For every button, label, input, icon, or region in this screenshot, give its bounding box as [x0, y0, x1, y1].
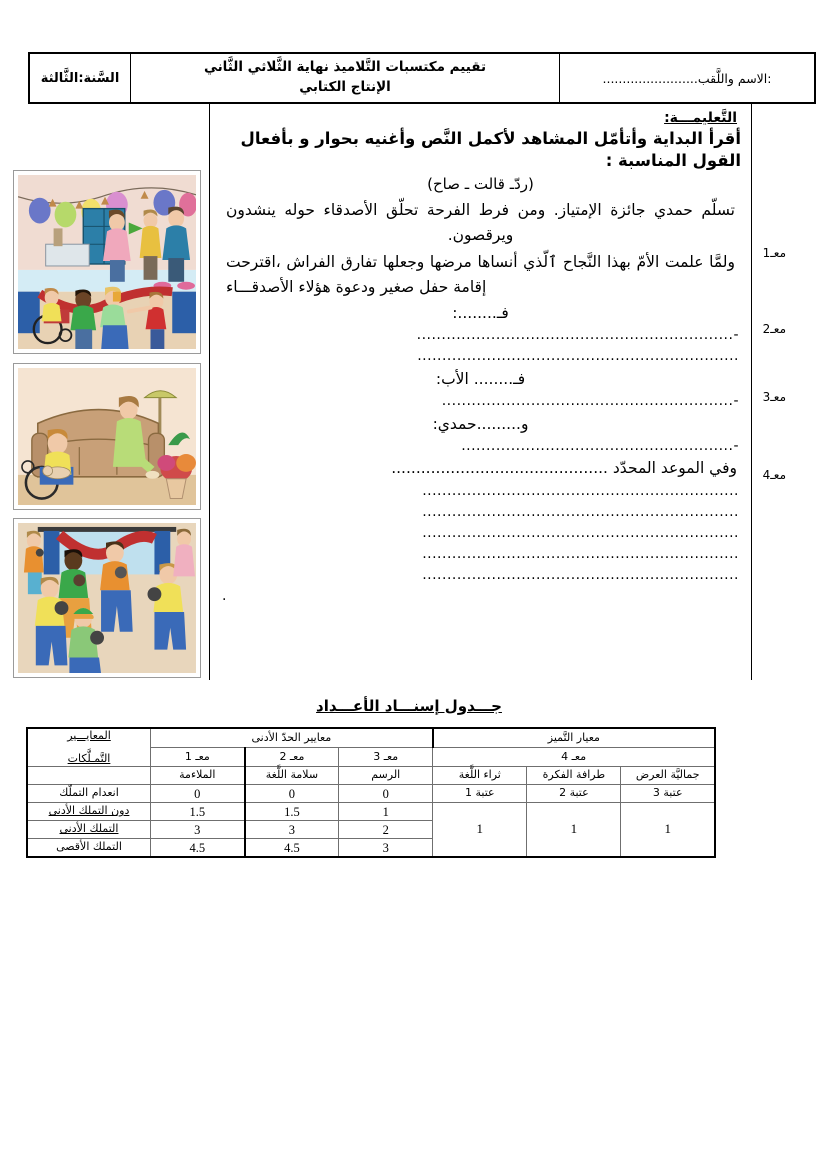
instruction-text: أقرأ البداية وأتأمّل المشاهد لأكمل النَّص وأغنيه بحوار و بأفعال القول المناسبة :: [240, 129, 741, 171]
subcriteria-idea: طرافة الفكرة: [527, 767, 621, 785]
criteria-mark-4: معـ4: [762, 468, 786, 482]
student-name-field[interactable]: :الاسم واللَّقب........................: [560, 53, 816, 103]
score-language-row1: 0: [245, 785, 339, 803]
score-language-row2: 1.5: [245, 803, 339, 821]
grading-header-row-groups: [27, 728, 715, 748]
school-year-cell: السَّنة:الثَّالثة: [29, 53, 131, 103]
criteria-margin-column: [752, 104, 791, 680]
party-scene-graphic: [18, 175, 196, 349]
answer-line-4[interactable]: -.......................................................: [461, 438, 739, 455]
subcriteria-richness: ثراء اللَّغة: [433, 767, 527, 785]
speech-verbs-hint: (ردّـ قالت ـ صاح): [427, 174, 534, 193]
answer-line-1[interactable]: -................................................................: [416, 327, 739, 344]
answer-line-3[interactable]: -.............................…...........................: [441, 393, 739, 410]
livingroom-scene-graphic: [18, 368, 196, 505]
answer-line-10[interactable]: .: [222, 587, 227, 604]
dialogue-hamdi-prompt[interactable]: و.........حمدي:: [432, 415, 529, 434]
answer-line-6[interactable]: ................................................................: [422, 503, 739, 520]
excellence-score-1: 1: [433, 803, 527, 858]
worksheet-body-table: [4, 104, 790, 680]
answer-line-5[interactable]: ................................................................: [422, 482, 739, 499]
criteria-code-2: معـ 2: [245, 748, 339, 767]
exam-title-cell: [131, 53, 560, 103]
grading-row-below-minimum: [27, 803, 715, 821]
subcriteria-presentation: جماليَّة العرض: [621, 767, 715, 785]
subcriteria-relevance: الملاءمة: [151, 767, 245, 785]
criteria-mark-3: معـ3: [762, 390, 786, 404]
answer-line-9[interactable]: ................................................................: [422, 566, 739, 583]
mastery-label-maximum: التملك الأقصى: [27, 839, 151, 858]
story-connector-1[interactable]: فـ........:: [452, 303, 509, 322]
story-closing-line[interactable]: وفي الموعد المحدّد ............................................: [391, 459, 737, 478]
criteria-mark-1: معـ1: [762, 246, 786, 260]
subcriteria-language: سلامة اللَّغة: [245, 767, 339, 785]
answer-line-7[interactable]: ................................................................: [422, 524, 739, 541]
exam-title-line1: تقييم مكتسبات التَّلاميذ نهاية الثَّلاثي الثَّاني: [203, 59, 487, 76]
score-drawing-row4: 3: [339, 839, 433, 858]
story-paragraph-2: ولمَّا علمت الأمّ بهذا النَّجاح ٱلّذي أنساها مرضها وجعلها تفارق الفراش ،اقترحت إقامة حفل صغير ودعوة هؤلاء الأصدقـــاء: [226, 252, 735, 296]
writing-task-column: [210, 104, 752, 680]
threshold-1: عتبة 1: [433, 785, 527, 803]
score-language-row4: 4.5: [245, 839, 339, 858]
threshold-2: عتبة 2: [527, 785, 621, 803]
instruction-label: التَّعليمـــة:: [664, 110, 737, 126]
illustrations-column: [4, 104, 210, 680]
exam-subject-line2: الإنتاج الكتابي: [299, 79, 391, 95]
excellence-score-3: 1: [621, 803, 715, 858]
score-relevance-row1: 0: [151, 785, 245, 803]
score-relevance-row3: 3: [151, 821, 245, 839]
score-drawing-row3: 2: [339, 821, 433, 839]
mastery-label-below: دون التملك الأدنى: [27, 803, 151, 821]
group-minimum-header: معايير الحدّ الأدنى: [151, 728, 433, 748]
mastery-label-minimum: التملك الأدنى: [27, 821, 151, 839]
illustration-party-scene: [13, 170, 201, 354]
dialogue-father-prompt[interactable]: فـ........ الأب:: [435, 370, 526, 389]
grading-table: [26, 727, 716, 858]
illustration-photographers-scene: [13, 518, 201, 678]
criteria-header-bottom: التَّمـلَّكات: [67, 751, 111, 765]
subcriteria-blank: [27, 767, 151, 785]
score-language-row3: 3: [245, 821, 339, 839]
illustration-livingroom-scene: [13, 363, 201, 510]
group-excellence-header: معيار التَّميز: [433, 728, 715, 748]
mastery-label-none: انعدام التملّك: [27, 785, 151, 803]
score-relevance-row2: 1.5: [151, 803, 245, 821]
score-drawing-row1: 0: [339, 785, 433, 803]
grading-header-row-subcriteria: [27, 767, 715, 785]
photographers-scene-graphic: [18, 523, 196, 673]
header-row: [29, 53, 815, 103]
score-drawing-row2: 1: [339, 803, 433, 821]
subcriteria-drawing: الرسم: [339, 767, 433, 785]
story-paragraph-1: تسلّم حمدي جائزة الإمتياز. ومن فرط الفرحة تحلّق الأصدقاء حوله ينشدون ويرقصون.: [226, 200, 735, 244]
document-header-table: [28, 52, 816, 104]
threshold-3: عتبة 3: [621, 785, 715, 803]
writing-task-content: [210, 104, 751, 615]
grading-table-title: جـــدول إسنـــاد الأعـــداد: [316, 697, 502, 715]
criteria-header-top: المعايـــير: [67, 729, 111, 742]
grading-row-no-mastery: [27, 785, 715, 803]
excellence-score-2: 1: [527, 803, 621, 858]
criteria-code-3: معـ 3: [339, 748, 433, 767]
score-relevance-row4: 4.5: [151, 839, 245, 858]
criteria-code-1: معـ 1: [151, 748, 245, 767]
answer-line-8[interactable]: ................................................................: [422, 545, 739, 562]
criteria-mark-2: معـ2: [762, 322, 786, 336]
answer-line-2[interactable]: .................................................................: [417, 348, 739, 365]
criteria-column-header: [27, 728, 151, 767]
criteria-code-4: معـ 4: [433, 748, 715, 767]
illustration-stack: [4, 170, 209, 678]
